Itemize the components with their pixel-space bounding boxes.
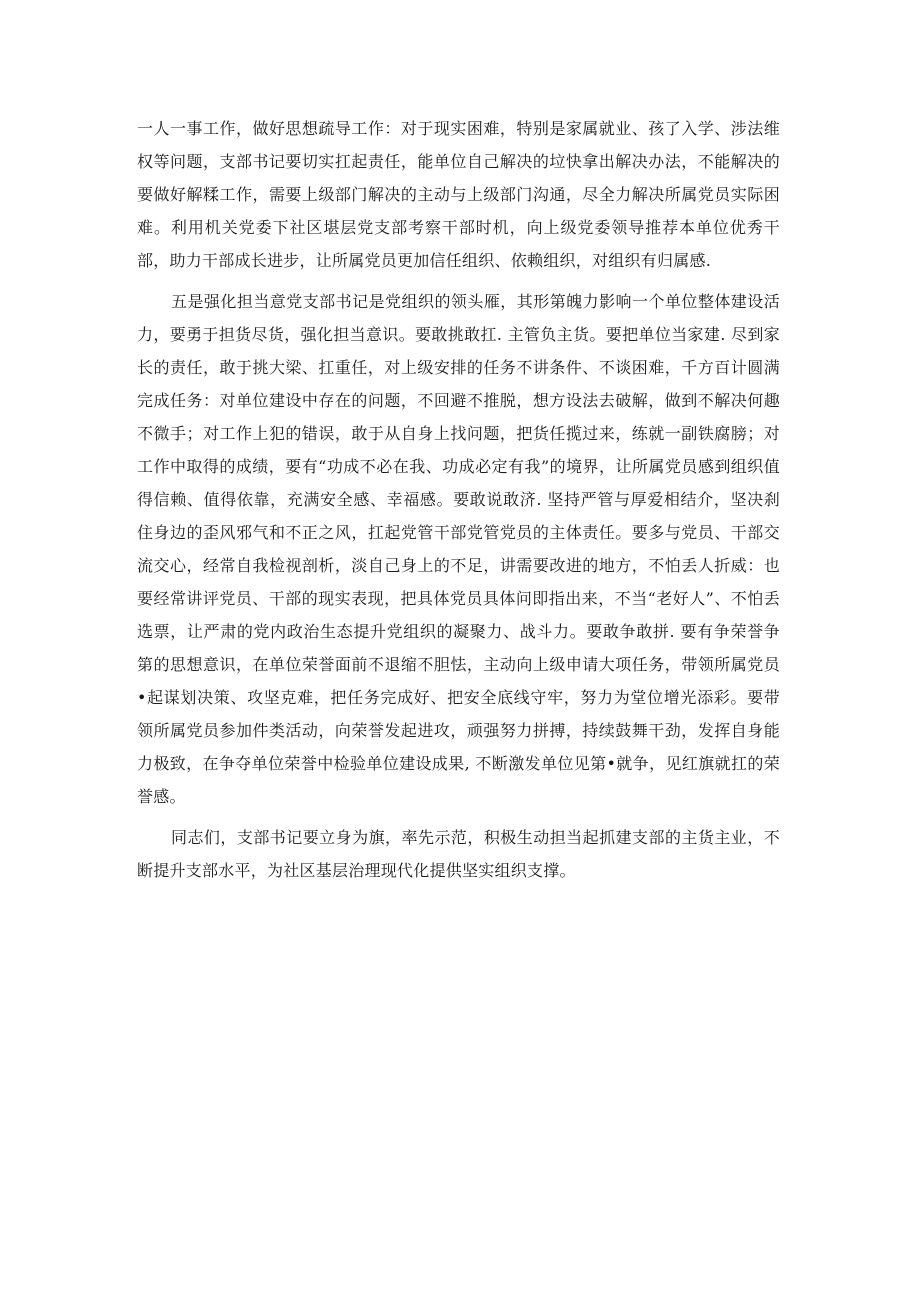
paragraph-conclusion: 同志们，支部书记要立身为旗，率先示范，积极生动担当起抓建支部的主货主业，不断提升支部水平，为社区基层治理现代化提供坚实组织支撑。 xyxy=(137,828,780,880)
document-body xyxy=(137,112,780,895)
paragraph-continued: 一人一事工作，做好思想疏导工作：对于现实困难，特别是家属就业、孩了入学、涉法维权等问题，支部书记要切实扛起责任，能单位自己解决的垃快拿出解决办法，不能解决的要做好解糅工作，需要上级部门解决的主动与上级部门沟通，尽全力解决所属党员实际困难。利用机关党委下社区堪层党支部考察干部时机，向上级党委领导推荐本单位优秀干部，助力干部成长进步，让所属党员更加信任组织、依赖组织，对组织有归属感. xyxy=(137,119,780,270)
paragraph-point-five: 五是强化担当意党支部书记是党组织的领头雁，其形第魄力影响一个单位整体建设活力，要勇于担货尽货，强化担当意识。要敢挑敢扛. 主管负主货。要把单位当家建. 尽到家长的责任，敢于挑大梁、扛重任，对上级安排的任务不讲条件、不谈困难，千方百计圆满完成任务：对单位建设中存在的问题，不回避不推脱，想方设法去破解，做到不解决何趣不微手；对工作上犯的错误，敢于从自身上找问题，把货任揽过来，练就一副铁腐膀；对工作中取得的成绩，要有“功成不必在我、功成必定有我”的境界，让所属党员感到组织值得信赖、值得依靠，充满安全感、幸福感。要敢说敢济. 坚持严管与厚爱相结介，坚决刹住身边的歪风邪气和不正之风，扛起党管干部党管党员的主体责任。要多与党员、干部交流交心，经常自我检视剖析，淡自己身上的不足，讲需要改进的地方，不怕丢人折威：也要经常讲评党员、干部的现实表现，把具体党员具体问即指出来，不当“老好人”、不怕丢选票，让严肃的党内政治生态提升党组织的凝聚力、战斗力。要敢争敢拼. 要有争荣誉争第的思想意识，在单位荣誉面前不退缩不胆怯，主动向上级申请大项任务，带领所属党员•起谋划决策、攻坚克难，把任务完成好、把安全底线守牢，努力为堂位增光添彩。要带领所属党员参加件类活动，向荣誉发起进攻，顽强努力拼搏，持续鼓舞干劲，发挥自身能力极致，在争夺单位荣誉中检验单位建设成果, 不断激发单位见第•就争，见红旗就扛的荣誉感。 xyxy=(137,292,780,806)
